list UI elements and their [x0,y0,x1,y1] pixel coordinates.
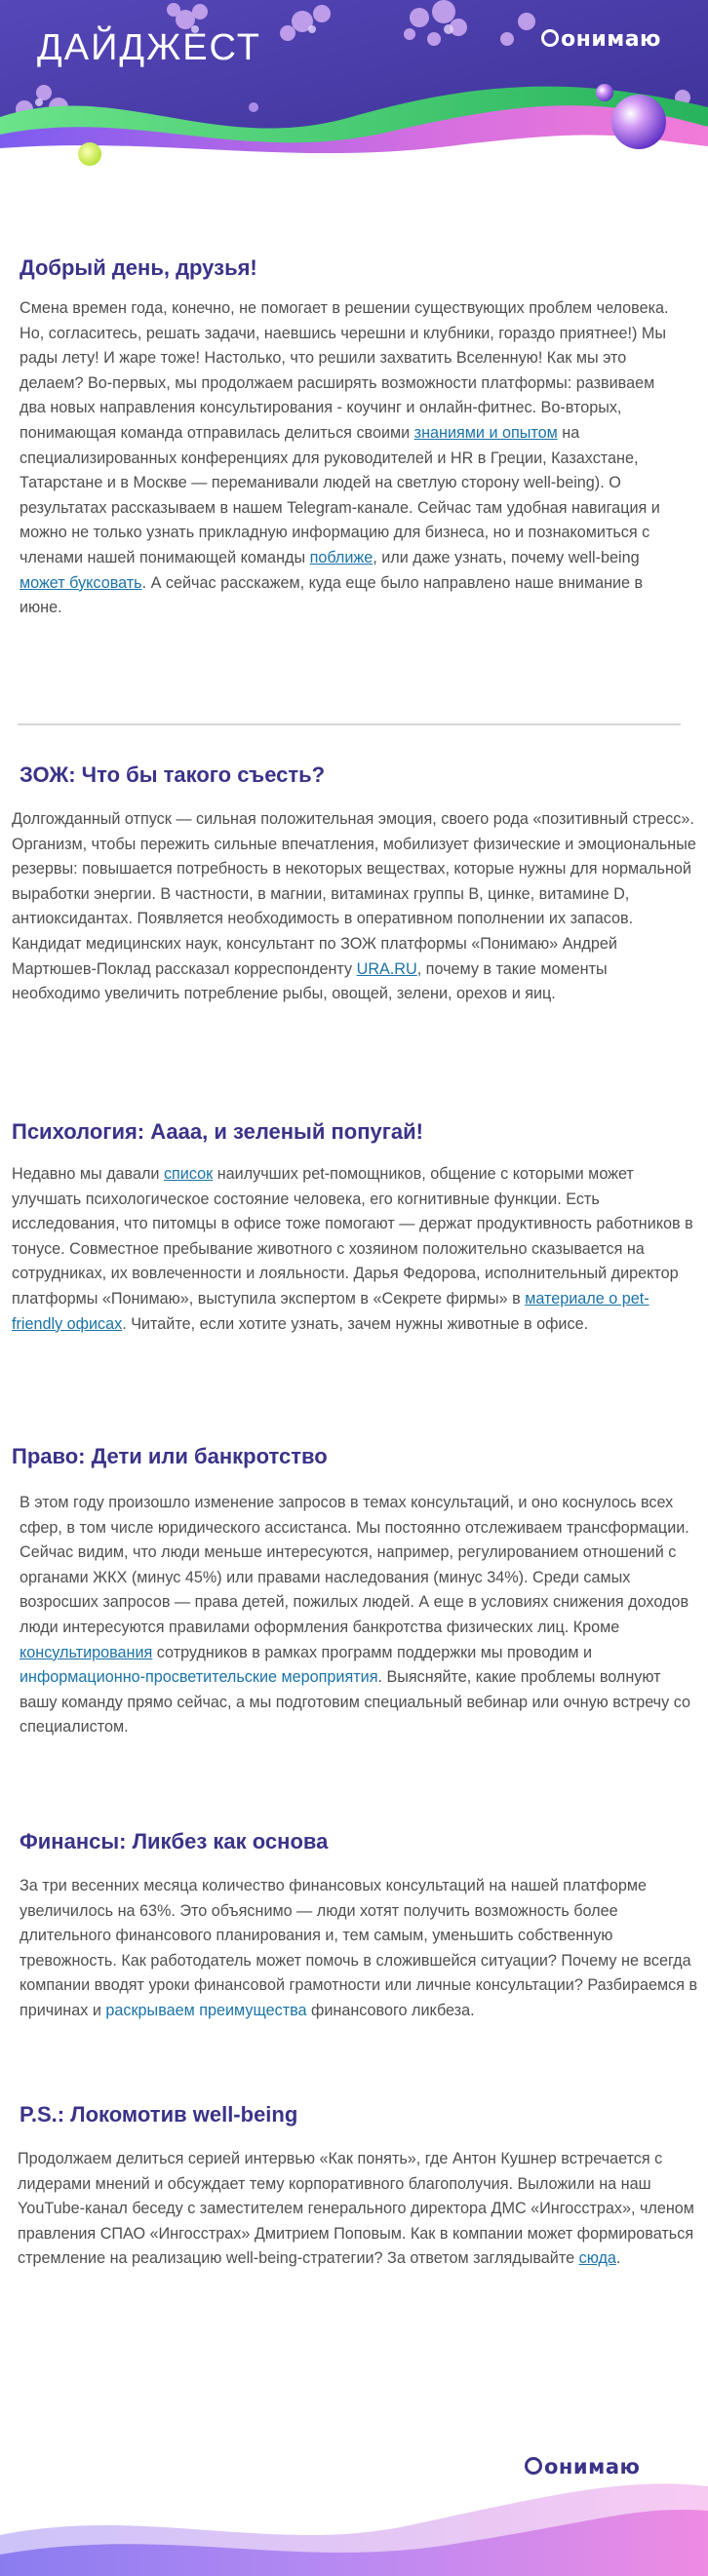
banner-title: ДАЙДЖЕСТ [37,27,261,68]
footer [0,2408,708,2576]
psychology-text [12,1162,694,1337]
ps-heading: P.S.: Локомотив well-being [20,2102,298,2127]
zozh-section [0,762,708,1007]
brand-logo[interactable] [541,27,661,52]
ps-text-2: . [615,2249,621,2268]
ps-text [18,2147,700,2272]
law-heading: Право: Дети или банкротство [12,1444,328,1468]
footer-logo-text: онимаю [544,2455,641,2478]
knowledge-link[interactable]: знаниями и опытом [413,423,558,442]
closer-link[interactable]: поближе [309,548,374,566]
zozh-text-1: Долгожданный отпуск — сильная положительная эмоция, своего рода «позитивный стресс». Организм, чтобы пережить сильные впечатления, мобилизует физические и эмоциональные резервы: повышается потребность в некоторых веществах, которые нужны для нормальной выработки энергии. В частности, в магнии, витаминах группы B, цинке, витамине D, антиоксидантах. Появляется необходимость в оперативном пополнении их запасов. Кандидат медицинских наук, консультант по ЗОЖ платформы «Понимаю» Андрей Мартюшев-Поклад рассказал корреспонденту [12,810,696,978]
here-link[interactable]: сюда [578,2249,616,2268]
psychology-section [0,1119,708,1337]
law-text-2: сотрудников в рамках программ поддержки мы проводим и [152,1643,592,1661]
psychology-text-1: Недавно мы давали [12,1165,164,1183]
finance-text-2: финансового ликбеза. [306,2001,475,2019]
psychology-text-2: наилучших pet-помощников, общение с которыми может улучшать психологическое состояние человека, его когнитивные функции. Есть исследования, что питомцы в офисе тоже помогают — держат продуктивность работников в тонусе. Совместное пребывание животного с хозяином положительно сказывается на сотрудниках, их вовлеченности и лояльности. Дарья Федорова, исполнительный директор платформы «Понимаю», выступила экспертом в «Секрете фирмы» в [12,1165,693,1308]
law-section [0,1444,708,1740]
law-text-3: . Выясняйте, какие проблемы волнуют вашу команду прямо сейчас, а мы подготовим специальный вебинар или очную встречу со специалистом. [20,1668,690,1737]
logo-text: онимаю [561,27,661,52]
greeting-text-1: Смена времен года, конечно, не помогает в решении существующих проблем человека. Но, согласитесь, решать задачи, наевшись черешни и клубники, гораздо приятнее!) Мы рады лету! И жаре тоже! Настолько, что решили захватить Вселенную! Как мы это делаем? Во-первых, мы продолжаем расширять возможности платформы: развиваем два новых направления консультирования - коучинг и онлайн-фитнес. Во-вторых, понимающая команда отправилась делиться своими [20,299,669,442]
stalling-link[interactable]: может буксовать [20,573,142,592]
greeting-text-2: на специализированных конференциях для руководителей и HR в Греции, Казахстане, Татарстане и в Москве — переманивали людей на светлую сторону well-being). О результатах рассказываем в нашем Telegram-канале. Сейчас там удобная навигация и можно не только узнать прикладную информацию для бизнеса, но и познакомиться с членами нашей понимающей команды [20,423,660,566]
footer-logo-mark-icon [525,2457,542,2475]
events-link[interactable]: информационно-просветительские мероприятия [20,1668,378,1687]
law-text [20,1491,702,1740]
ura-link[interactable]: URA.RU [356,959,417,978]
footer-logo[interactable] [525,2455,640,2478]
logo-mark-icon [541,29,559,47]
banner-artwork [0,0,708,166]
advantages-link[interactable]: раскрываем преимущества [105,2001,307,2019]
psychology-text-3: . Читайте, если хотите узнать, зачем нужны животные в офисе. [122,1314,589,1333]
law-text-1: В этом году произошло изменение запросов в темах консультаций, и оно коснулось всех сфер, в том числе юридического ассистанса. Мы постоянно отслеживаем трансформации. Сейчас видим, что люди меньше интересуются, например, регулированием отношений с органами ЖКХ (минус 45%) или правами наследования (минус 34%). Среди самых возросших запросов — права детей, пожилых людей. А еще в условиях снижения доходов люди интересуются правилами оформления банкротства физических лиц. Кроме [20,1494,689,1636]
zozh-text-2: , почему в такие моменты необходимо увеличить потребление рыбы, овощей, зелени, орехов и яиц. [12,959,608,1003]
list-link[interactable]: список [163,1165,214,1183]
finance-section [0,1829,708,2024]
greeting-text-3: , или даже узнать, почему well-being [373,548,640,566]
header-banner [0,0,708,166]
zozh-heading: ЗОЖ: Что бы такого съесть? [20,762,326,787]
section-divider [18,723,681,725]
ps-section [0,2102,708,2272]
greeting-text [20,296,683,621]
zozh-text [12,807,696,1007]
finance-heading: Финансы: Ликбез как основа [20,1829,329,1854]
consulting-link[interactable]: консультирования [20,1643,153,1661]
greeting-section [0,255,708,621]
finance-text-1: За три весенних месяца количество финансовых консультаций на нашей платформе увеличилось на 63%. Это объяснимо — люди хотят получить возможность более длительного финансового планирования и, тем самым, уменьшить собственную тревожность. Как работодатель может помочь в сложившейся ситуации? Почему не всегда компании вводят уроки финансовой грамотности или личные консультации? Разбираемся в причинах и [20,1877,698,2019]
pet-friendly-link[interactable]: материале о pet-friendly офисах [12,1289,649,1333]
finance-text [20,1874,702,2024]
greeting-text-4: . А сейчас расскажем, куда еще было направлено наше внимание в июне. [20,573,644,617]
ps-text-1: Продолжаем делиться серией интервью «Как понять», где Антон Кушнер встречается с лидерами мнений и обсуждает тему корпоративного благополучия. Выложили на наш YouTube-канал беседу с заместителем генерального директора ДМС «Ингосстрах», членом правления СПАО «Ингосстрах» Дмитрием Поповым. Как в компании может формироваться стремление на реализацию well-being-стратегии? За ответом заглядывайте [18,2150,694,2268]
psychology-heading: Психология: Аааа, и зеленый попугай! [12,1119,423,1144]
greeting-heading: Добрый день, друзья! [20,255,257,280]
footer-wave-artwork [0,2408,708,2576]
